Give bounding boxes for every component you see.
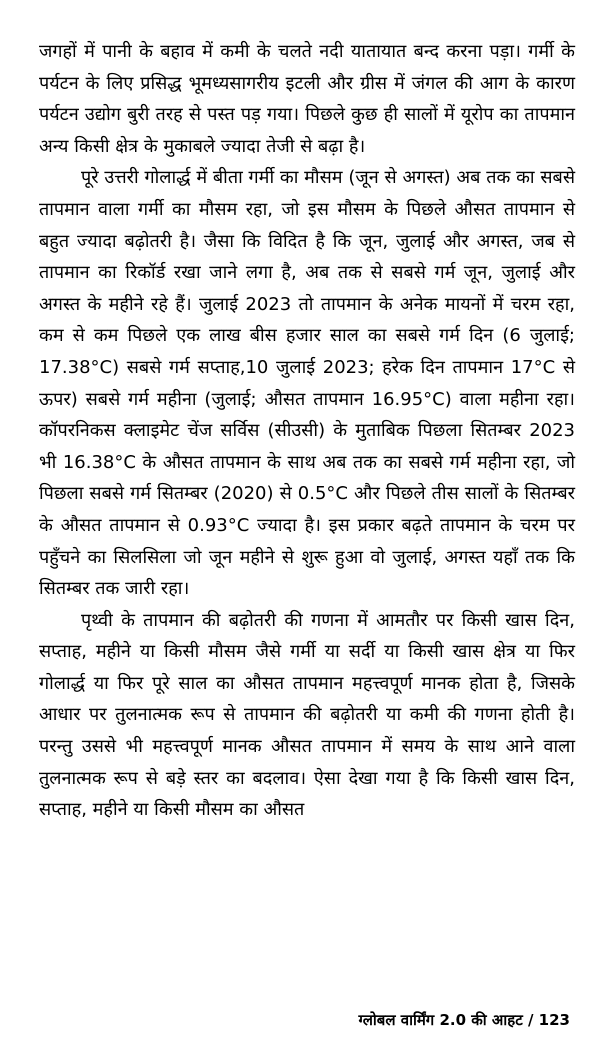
page-body: [39, 36, 575, 826]
running-footer: ग्लोबल वार्मिंग 2.0 की आहट / 123: [358, 1011, 570, 1029]
paragraph-1: जगहों में पानी के बहाव में कमी के चलते नदी यातायात बन्द करना पड़ा। गर्मी के पर्यटन के लिए प्रसिद्ध भूमध्यसागरीय इटली और ग्रीस में जंगल की आग के कारण पर्यटन उद्योग बुरी तरह से पस्त पड़ गया। पिछले कुछ ही सालों में यूरोप का तापमान अन्य किसी क्षेत्र के मुकाबले ज्यादा तेजी से बढ़ा है।: [39, 41, 575, 157]
paragraph-2: पूरे उत्तरी गोलार्द्ध में बीता गर्मी का मौसम (जून से अगस्त) अब तक का सबसे तापमान वाला गर्मी का मौसम रहा, जो इस मौसम के पिछले औसत तापमान से बहुत ज्यादा बढ़ोतरी है। जैसा कि विदित है कि जून, जुलाई और अगस्त, जब से तापमान का रिकॉर्ड रखा जाने लगा है, अब तक से सबसे गर्म जून, जुलाई और अगस्त के महीने रहे हैं। जुलाई 2023 तो तापमान के अनेक मायनों में चरम रहा, कम से कम पिछले एक लाख बीस हजार साल का सबसे गर्म दिन (6 जुलाई; 17.38°C) सबसे गर्म सप्ताह,10 जुलाई 2023; हरेक दिन तापमान 17°C से ऊपर) सबसे गर्म महीना (जुलाई; औसत तापमान 16.95°C) वाला महीना रहा। कॉपरनिकस क्लाइमेट चेंज सर्विस (सीउसी) के मुताबिक पिछला सितम्बर 2023 भी 16.38°C के औसत तापमान के साथ अब तक का सबसे गर्म महीना रहा, जो पिछला सबसे गर्म सितम्बर (2020) से 0.5°C और पिछले तीस सालों के सितम्बर के औसत तापमान से 0.93°C ज्यादा है। इस प्रकार बढ़ते तापमान के चरम पर पहुँचने का सिलसिला जो जून महीने से शुरू हुआ वो जुलाई, अगस्त यहाँ तक कि सितम्बर तक जारी रहा।: [39, 167, 575, 600]
paragraph-3: पृथ्वी के तापमान की बढ़ोतरी की गणना में आमतौर पर किसी खास दिन, सप्ताह, महीने या किसी मौसम जैसे गर्मी या सर्दी या किसी खास क्षेत्र या फिर गोलार्द्ध या फिर पूरे साल का औसत तापमान महत्त्वपूर्ण मानक होता है, जिसके आधार पर तुलनात्मक रूप से तापमान की बढ़ोतरी या कमी की गणना होती है। परन्तु उससे भी महत्त्वपूर्ण मानक औसत तापमान में समय के साथ आने वाला तुलनात्मक रूप से बड़े स्तर का बदलाव। ऐसा देखा गया है कि किसी खास दिन, सप्ताह, महीने या किसी मौसम का औसत: [39, 609, 575, 821]
